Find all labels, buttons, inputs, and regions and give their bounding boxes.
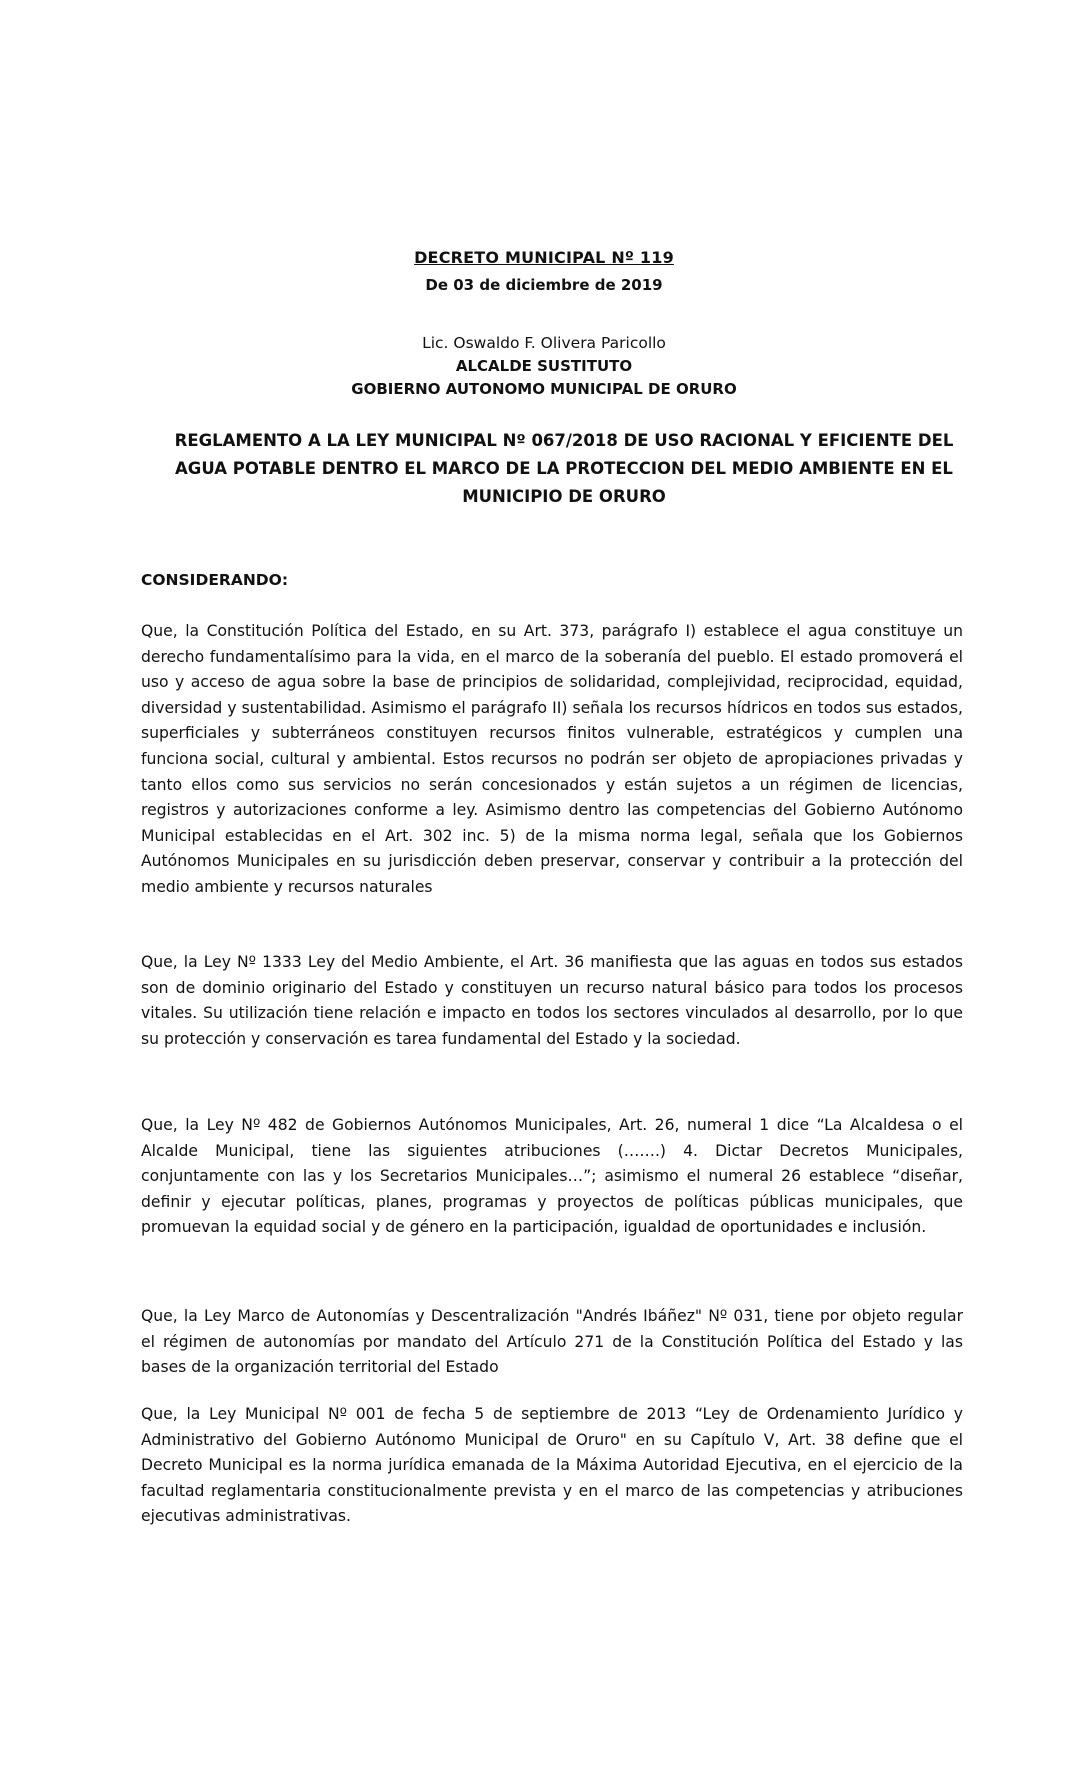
decree-date: De 03 de diciembre de 2019 <box>425 276 663 294</box>
paragraph-ley-municipal-001: Que, la Ley Municipal Nº 001 de fecha 5 de septiembre de 2013 “Ley de Ordenamiento Jurídico y Administrativo del Gobierno Autónomo Municipal de Oruro" en su Capítulo V, Art. 38 define que el Decreto Municipal es la norma jurídica emanada de la Máxima Autoridad Ejecutiva, en el ejercicio de la facultad reglamentaria constitucionalmente prevista y en el marco de las competencias y atribuciones ejecutivas administrativas. <box>141 1405 963 1526</box>
paragraph-constitution: Que, la Constitución Política del Estado, en su Art. 373, parágrafo I) establece el agua constituye un derecho fundamentalísimo para la vida, en el marco de la soberanía del pueblo. El estado promoverá el uso y acceso de agua sobre la base de principios de solidaridad, complejividad, reciprocidad, equidad, diversidad y sustentabilidad. Asimismo el parágrafo II) señala los recursos hídricos en todos sus estados, superficiales y subterráneos constituyen recursos finitos vulnerable, estratégicos y cumplen una funciona social, cultural y ambiental. Estos recursos no podrán ser objeto de apropiaciones privadas y tanto ellos como sus servicios no serán concesionados y están sujetos a un régimen de licencias, registros y autorizaciones conforme a ley. Asimismo dentro las competencias del Gobierno Autónomo Municipal establecidas en el Art. 302 inc. 5) de la misma norma legal, señala que los Gobiernos Autónomos Municipales en su jurisdicción deben preservar, conservar y contribuir a la protección del medio ambiente y recursos naturales <box>141 622 963 896</box>
signer-organization: GOBIERNO AUTONOMO MUNICIPAL DE ORURO <box>351 380 737 398</box>
paragraph-ley-1333: Que, la Ley Nº 1333 Ley del Medio Ambiente, el Art. 36 manifiesta que las aguas en todos sus estados son de dominio originario del Estado y constituyen un recurso natural básico para todos los procesos vitales. Su utilización tiene relación e impacto en todos los sectores vinculados al desarrollo, por lo que su protección y conservación es tarea fundamental del Estado y la sociedad. <box>141 953 963 1048</box>
decree-title: DECRETO MUNICIPAL Nº 119 <box>414 248 674 267</box>
section-heading: CONSIDERANDO: <box>141 571 289 589</box>
regulation-title: REGLAMENTO A LA LEY MUNICIPAL Nº 067/2018 DE USO RACIONAL Y EFICIENTE DEL AGUA POTABLE DENTRO EL MARCO DE LA PROTECCION DEL MEDIO AMBIENTE EN EL MUNICIPIO DE ORURO <box>174 431 954 506</box>
paragraph-ley-031: Que, la Ley Marco de Autonomías y Descentralización "Andrés Ibáñez" Nº 031, tiene por objeto regular el régimen de autonomías por mandato del Artículo 271 de la Constitución Política del Estado y las bases de la organización territorial del Estado <box>141 1307 963 1377</box>
signer-name: Lic. Oswaldo F. Olivera Paricollo <box>422 334 666 352</box>
signer-role: ALCALDE SUSTITUTO <box>455 357 633 375</box>
paragraph-ley-482: Que, la Ley Nº 482 de Gobiernos Autónomos Municipales, Art. 26, numeral 1 dice “La Alcaldesa o el Alcalde Municipal, tiene las siguientes atribuciones (…….) 4. Dictar Decretos Municipales, conjuntamente con las y los Secretarios Municipales…”; asimismo el numeral 26 establece “diseñar, definir y ejecutar políticas, planes, programas y proyectos de políticas públicas municipales, que promuevan la equidad social y de género en la participación, igualdad de oportunidades e inclusión. <box>141 1116 963 1237</box>
